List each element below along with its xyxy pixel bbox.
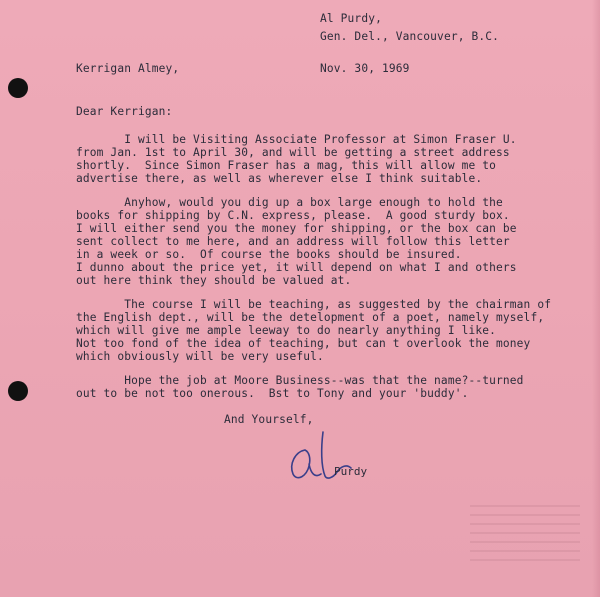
body-line: the English dept., will be the detelopment of a poet, namely myself,: [76, 311, 545, 324]
typed-signature: Purdy: [334, 465, 368, 478]
page-edge-shadow: [592, 0, 600, 597]
body-line: out to be not too onerous. Bst to Tony and your 'buddy'.: [76, 387, 469, 400]
body-line: sent collect to me here, and an address will follow this letter: [76, 235, 510, 248]
letter-date: Nov. 30, 1969: [320, 62, 410, 75]
body-line: advertise there, as well as wherever else I think suitable.: [76, 172, 483, 185]
body-line: shortly. Since Simon Fraser has a mag, this will allow me to: [76, 159, 497, 172]
body-line: books for shipping by C.N. express, please. A good sturdy box.: [76, 209, 510, 222]
sender-name: Al Purdy,: [320, 12, 382, 25]
closing: And Yourself,: [224, 413, 314, 426]
body-line: I dunno about the price yet, it will depend on what I and others: [76, 261, 517, 274]
body-line: from Jan. 1st to April 30, and will be getting a street address: [76, 146, 510, 159]
bleed-through-marks: [470, 505, 580, 565]
body-line: out here think they should be valued at.: [76, 274, 352, 287]
body-line: Anyhow, would you dig up a box large enough to hold the: [76, 196, 503, 209]
body-line: in a week or so. Of course the books should be insured.: [76, 248, 462, 261]
body-line: I will be Visiting Associate Professor at Simon Fraser U.: [76, 133, 517, 146]
body-line: The course I will be teaching, as suggested by the chairman of: [76, 298, 552, 311]
body-line: Hope the job at Moore Business--was that the name?--turned: [76, 374, 524, 387]
punch-hole-bottom: [8, 381, 28, 401]
body-line: which obviously will be very useful.: [76, 350, 324, 363]
body-line: I will either send you the money for shipping, or the box can be: [76, 222, 517, 235]
salutation: Dear Kerrigan:: [76, 105, 173, 118]
recipient-name: Kerrigan Almey,: [76, 62, 180, 75]
body-line: Not too fond of the idea of teaching, but can t overlook the money: [76, 337, 531, 350]
handwritten-signature: [285, 428, 355, 488]
punch-hole-top: [8, 78, 28, 98]
sender-address: Gen. Del., Vancouver, B.C.: [320, 30, 500, 43]
body-line: which will give me ample leeway to do nearly anything I like.: [76, 324, 497, 337]
